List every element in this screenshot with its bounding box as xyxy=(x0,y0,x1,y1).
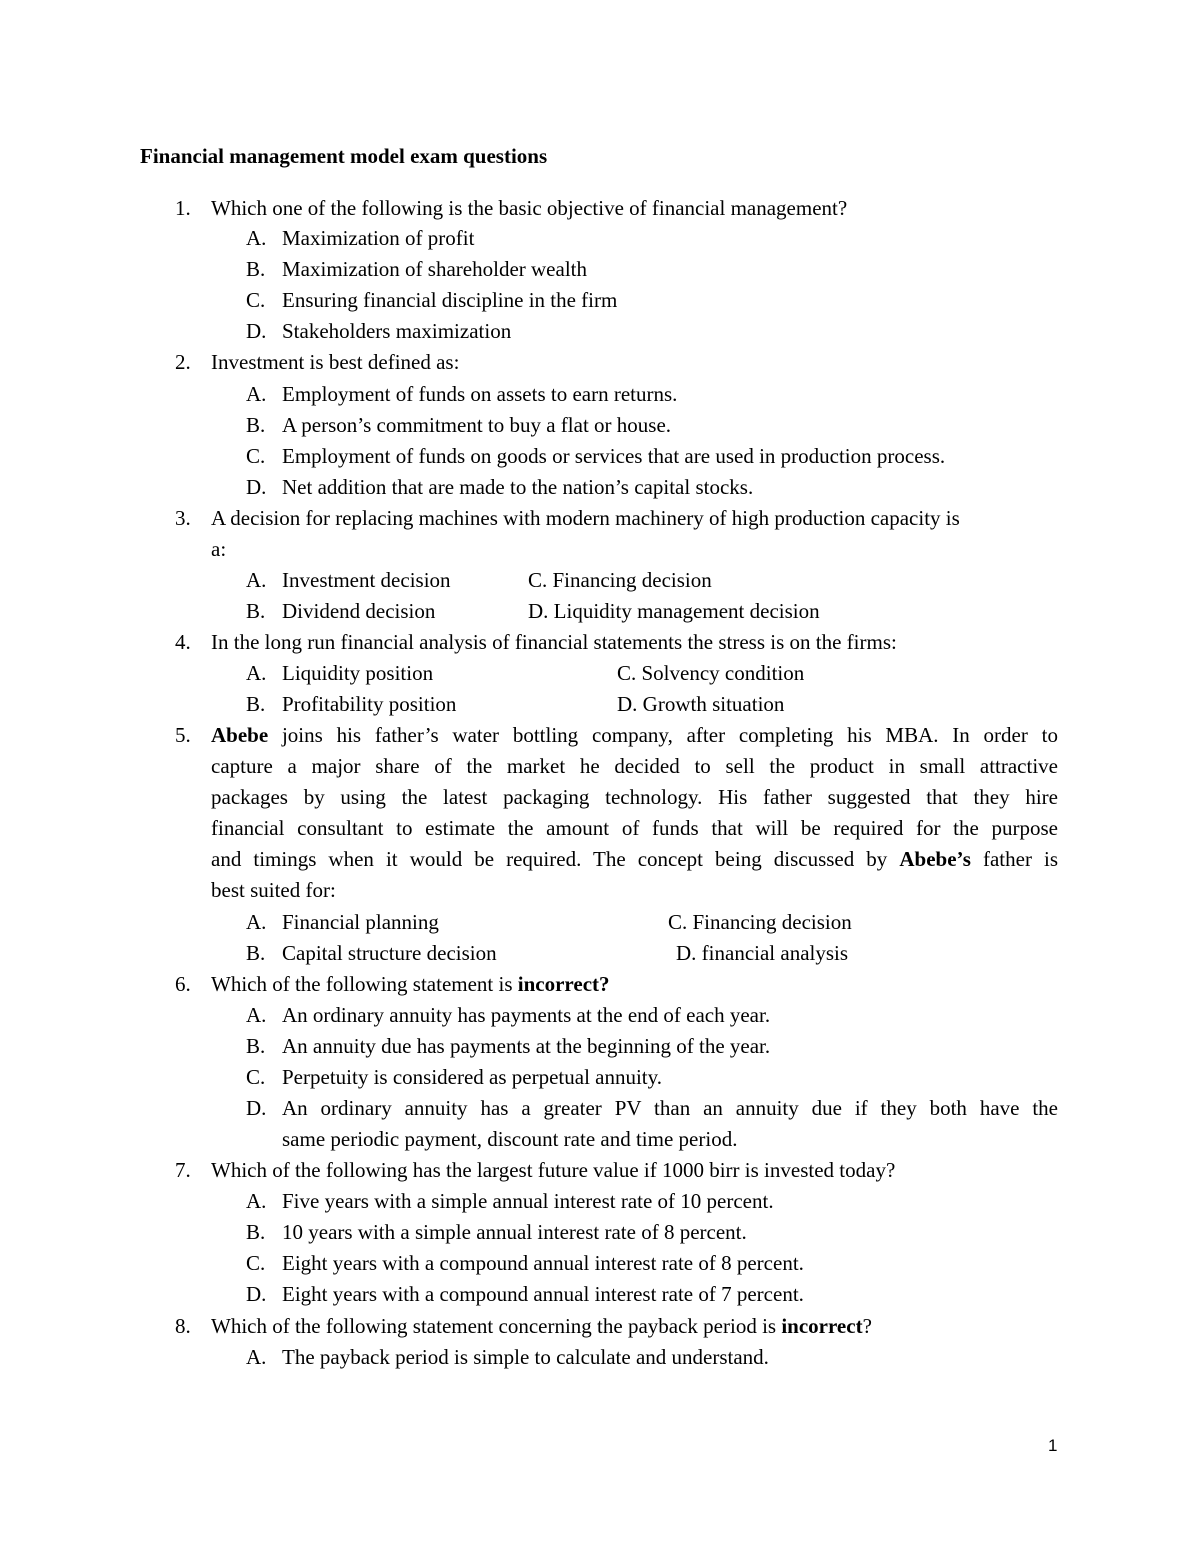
question-text: Investment is best defined as: xyxy=(211,350,460,374)
option-text: Capital structure decision xyxy=(282,941,497,965)
option-text: Net addition that are made to the nation’s capital stocks. xyxy=(282,475,754,499)
option-text: Financial planning xyxy=(282,910,439,934)
question-text-span: ? xyxy=(862,1314,872,1338)
question-text-span: father is xyxy=(970,847,1058,871)
option-text-line: same periodic payment, discount rate and time period. xyxy=(282,1127,738,1151)
question-text: In the long run financial analysis of financial statements the stress is on the firms: xyxy=(211,630,897,654)
option-letter: C. xyxy=(246,288,266,312)
question-text-line: a: xyxy=(211,537,227,561)
question-text-span: joins his father’s water bottling company, after completing his MBA. In order to xyxy=(268,723,1058,747)
option-letter: B. xyxy=(246,692,266,716)
question-text xyxy=(211,1313,872,1339)
option-letter: A. xyxy=(246,1189,267,1213)
option-letter: A. xyxy=(246,910,267,934)
option-text: Eight years with a compound annual interest rate of 8 percent. xyxy=(282,1251,804,1275)
option-text: Eight years with a compound annual interest rate of 7 percent. xyxy=(282,1282,804,1306)
option-text: Employment of funds on assets to earn returns. xyxy=(282,382,678,406)
option-letter: D. xyxy=(246,475,267,499)
option-text: D. financial analysis xyxy=(676,941,849,965)
question-text-line: best suited for: xyxy=(211,878,336,902)
bold-name: Abebe’s xyxy=(899,847,971,871)
option-text: Five years with a simple annual interest rate of 10 percent. xyxy=(282,1189,774,1213)
option-letter: C. xyxy=(246,1065,266,1089)
option-text: C. Financing decision xyxy=(668,910,852,934)
option-text: Ensuring financial discipline in the firm xyxy=(282,288,618,312)
bold-name: Abebe xyxy=(211,723,269,747)
option-letter: C. xyxy=(246,444,266,468)
question-text: Which one of the following is the basic objective of financial management? xyxy=(211,196,848,220)
option-text: An annuity due has payments at the beginning of the year. xyxy=(282,1034,771,1058)
option-text: C. Solvency condition xyxy=(617,661,805,685)
option-text-line: An ordinary annuity has a greater PV than an annuity due if they both have the xyxy=(282,1096,1058,1120)
question-number: 8. xyxy=(175,1314,191,1338)
question-text-line xyxy=(211,722,1058,748)
option-text: Liquidity position xyxy=(282,661,434,685)
option-text: Maximization of profit xyxy=(282,226,475,250)
question-number: 4. xyxy=(175,630,191,654)
question-number: 2. xyxy=(175,350,191,374)
option-text: Dividend decision xyxy=(282,599,436,623)
option-text: D. Liquidity management decision xyxy=(528,599,820,623)
page-title: Financial management model exam questions xyxy=(140,144,548,168)
question-text-span: and timings when it would be required. The concept being discussed by xyxy=(211,847,900,871)
option-text: Profitability position xyxy=(282,692,457,716)
option-letter: A. xyxy=(246,568,267,592)
option-text: The payback period is simple to calculate and understand. xyxy=(282,1345,769,1369)
question-number: 5. xyxy=(175,723,191,747)
option-letter: B. xyxy=(246,599,266,623)
option-letter: A. xyxy=(246,661,267,685)
option-letter: B. xyxy=(246,257,266,281)
option-text: Maximization of shareholder wealth xyxy=(282,257,587,281)
option-text: Employment of funds on goods or services that are used in production process. xyxy=(282,444,946,468)
question-number: 7. xyxy=(175,1158,191,1182)
option-letter: A. xyxy=(246,382,267,406)
question-text-line: financial consultant to estimate the amount of funds that will be required for the purpose xyxy=(211,816,1058,840)
question-text xyxy=(211,971,610,997)
option-text: D. Growth situation xyxy=(617,692,785,716)
option-letter: B. xyxy=(246,413,266,437)
option-letter: D. xyxy=(246,1282,267,1306)
bold-keyword: incorrect? xyxy=(517,972,610,996)
question-text-line: capture a major share of the market he decided to sell the product in small attractive xyxy=(211,754,1058,778)
question-text-line xyxy=(211,846,1058,872)
option-letter: B. xyxy=(246,1220,266,1244)
question-text-line: A decision for replacing machines with modern machinery of high production capacity is xyxy=(211,506,960,530)
option-text: Stakeholders maximization xyxy=(282,319,512,343)
option-letter: C. xyxy=(246,1251,266,1275)
option-letter: A. xyxy=(246,1003,267,1027)
question-text-span: Which of the following statement is xyxy=(211,972,518,996)
option-text: A person’s commitment to buy a flat or house. xyxy=(282,413,672,437)
bold-keyword: incorrect xyxy=(781,1314,863,1338)
option-text: Perpetuity is considered as perpetual annuity. xyxy=(282,1065,663,1089)
question-number: 1. xyxy=(175,196,191,220)
option-letter: D. xyxy=(246,1096,267,1120)
question-number: 3. xyxy=(175,506,191,530)
option-text: C. Financing decision xyxy=(528,568,712,592)
page-number: 1 xyxy=(1048,1436,1058,1455)
option-text: 10 years with a simple annual interest rate of 8 percent. xyxy=(282,1220,747,1244)
question-text-span: Which of the following statement concerning the payback period is xyxy=(211,1314,782,1338)
question-text-line: packages by using the latest packaging technology. His father suggested that they hire xyxy=(211,785,1058,809)
question-text: Which of the following has the largest future value if 1000 birr is invested today? xyxy=(211,1158,896,1182)
option-text: Investment decision xyxy=(282,568,451,592)
option-letter: D. xyxy=(246,319,267,343)
option-letter: B. xyxy=(246,941,266,965)
option-text: An ordinary annuity has payments at the end of each year. xyxy=(282,1003,771,1027)
option-letter: A. xyxy=(246,226,267,250)
option-letter: A. xyxy=(246,1345,267,1369)
option-letter: B. xyxy=(246,1034,266,1058)
question-number: 6. xyxy=(175,972,191,996)
